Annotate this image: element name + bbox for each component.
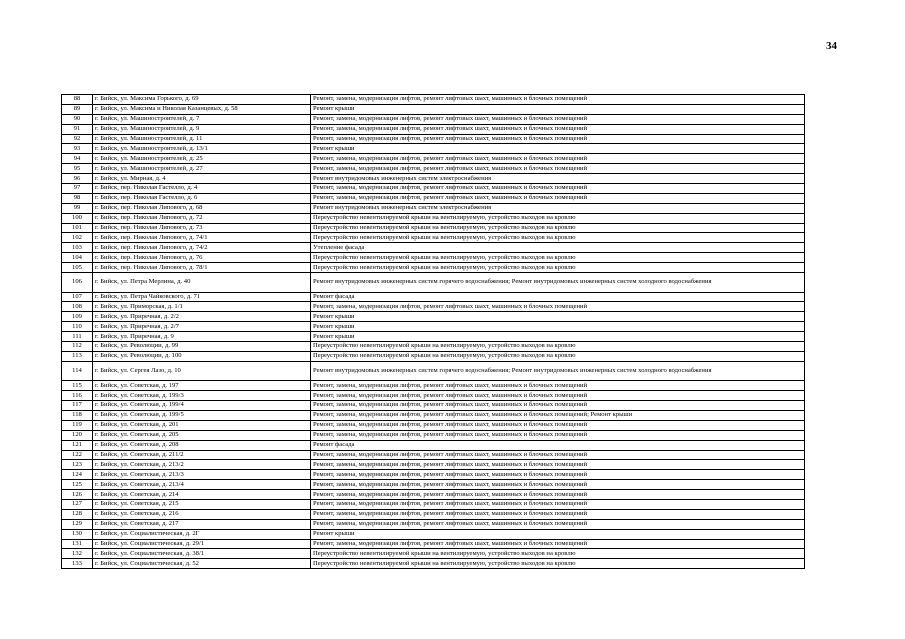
address-cell: г. Бийск, ул. Мирная, д. 4	[93, 174, 311, 184]
table-row	[62, 381, 805, 391]
row-number-cell: 129	[62, 519, 93, 529]
table-row	[62, 460, 805, 470]
address-cell: г. Бийск, ул. Советская, д. 208	[93, 440, 311, 450]
work-type-cell: Ремонт внутридомовых инженерных систем электроснабжения	[311, 203, 805, 213]
row-number-cell: 95	[62, 164, 93, 174]
address-cell: г. Бийск, ул. Машиностроителей, д. 27	[93, 164, 311, 174]
row-number-cell: 132	[62, 549, 93, 559]
work-type-cell: Переустройство невентилируемой крыши на вентилируемую, устройство выходов на кровлю	[311, 549, 805, 559]
work-type-cell: Ремонт, замена, модернизация лифтов, ремонт лифтовых шахт, машинных и блочных помещений	[311, 154, 805, 164]
work-type-cell: Ремонт, замена, модернизация лифтов, ремонт лифтовых шахт, машинных и блочных помещений	[311, 381, 805, 391]
row-number-cell: 119	[62, 420, 93, 430]
row-number-cell: 90	[62, 114, 93, 124]
table-row	[62, 193, 805, 203]
row-number-cell: 106	[62, 273, 93, 293]
row-number-cell: 89	[62, 104, 93, 114]
row-number-cell: 133	[62, 559, 93, 569]
table-row	[62, 292, 805, 302]
table-row	[62, 253, 805, 263]
work-type-cell: Ремонт, замена, модернизация лифтов, ремонт лифтовых шахт, машинных и блочных помещений; Ремонт крыши	[311, 410, 805, 420]
address-cell: г. Бийск, пер. Николая Липового, д. 76	[93, 253, 311, 263]
row-number-cell: 117	[62, 401, 93, 411]
work-type-cell: Переустройство невентилируемой крыши на вентилируемую, устройство выходов на кровлю	[311, 223, 805, 233]
table-row	[62, 361, 805, 381]
work-type-cell: Ремонт, замена, модернизация лифтов, ремонт лифтовых шахт, машинных и блочных помещений	[311, 193, 805, 203]
table-row	[62, 332, 805, 342]
address-cell: г. Бийск, ул. Советская, д. 199/4	[93, 401, 311, 411]
row-number-cell: 108	[62, 302, 93, 312]
address-cell: г. Бийск, ул. Советская, д. 199/5	[93, 410, 311, 420]
work-type-cell: Ремонт, замена, модернизация лифтов, ремонт лифтовых шахт, машинных и блочных помещений	[311, 391, 805, 401]
table-row	[62, 440, 805, 450]
table-row	[62, 450, 805, 460]
row-number-cell: 88	[62, 95, 93, 105]
address-cell: г. Бийск, ул. Приречная, д. 9	[93, 332, 311, 342]
address-cell: г. Бийск, ул. Петра Мерлина, д. 40	[93, 273, 311, 293]
address-cell: г. Бийск, ул. Социалистическая, д. 52	[93, 559, 311, 569]
table-row	[62, 312, 805, 322]
work-type-cell: Ремонт, замена, модернизация лифтов, ремонт лифтовых шахт, машинных и блочных помещений	[311, 509, 805, 519]
work-type-cell: Ремонт крыши	[311, 332, 805, 342]
address-cell: г. Бийск, пер. Николая Липового, д. 78/1	[93, 263, 311, 273]
work-type-cell: Ремонт, замена, модернизация лифтов, ремонт лифтовых шахт, машинных и блочных помещений	[311, 184, 805, 194]
work-type-cell: Переустройство невентилируемой крыши на вентилируемую, устройство выходов на кровлю	[311, 253, 805, 263]
table-row	[62, 302, 805, 312]
table-row	[62, 164, 805, 174]
row-number-cell: 127	[62, 499, 93, 509]
row-number-cell: 105	[62, 263, 93, 273]
table-row	[62, 134, 805, 144]
work-type-cell: Ремонт, замена, модернизация лифтов, ремонт лифтовых шахт, машинных и блочных помещений	[311, 519, 805, 529]
work-type-cell: Ремонт, замена, модернизация лифтов, ремонт лифтовых шахт, машинных и блочных помещений	[311, 164, 805, 174]
row-number-cell: 121	[62, 440, 93, 450]
address-cell: г. Бийск, ул. Машиностроителей, д. 25	[93, 154, 311, 164]
work-type-cell: Ремонт фасада	[311, 440, 805, 450]
row-number-cell: 115	[62, 381, 93, 391]
row-number-cell: 92	[62, 134, 93, 144]
row-number-cell: 110	[62, 322, 93, 332]
address-cell: г. Бийск, ул. Советская, д. 213/2	[93, 460, 311, 470]
address-cell: г. Бийск, ул. Советская, д. 215	[93, 499, 311, 509]
address-cell: г. Бийск, ул. Советская, д. 213/4	[93, 480, 311, 490]
work-type-cell: Ремонт, замена, модернизация лифтов, ремонт лифтовых шахт, машинных и блочных помещений	[311, 114, 805, 124]
row-number-cell: 97	[62, 184, 93, 194]
row-number-cell: 113	[62, 351, 93, 361]
row-number-cell: 93	[62, 144, 93, 154]
address-cell: г. Бийск, ул. Советская, д. 216	[93, 509, 311, 519]
work-type-cell: Ремонт крыши	[311, 104, 805, 114]
row-number-cell: 116	[62, 391, 93, 401]
table-row	[62, 499, 805, 509]
table-row	[62, 470, 805, 480]
work-type-cell: Ремонт крыши	[311, 312, 805, 322]
address-cell: г. Бийск, пер. Николая Липового, д. 74/2	[93, 243, 311, 253]
table-row	[62, 420, 805, 430]
address-cell: г. Бийск, пер. Николая Липового, д. 73	[93, 223, 311, 233]
address-cell: г. Бийск, ул. Приречная, д. 2/2	[93, 312, 311, 322]
work-type-cell: Ремонт, замена, модернизация лифтов, ремонт лифтовых шахт, машинных и блочных помещений	[311, 480, 805, 490]
table-row	[62, 529, 805, 539]
row-number-cell: 101	[62, 223, 93, 233]
row-number-cell: 91	[62, 124, 93, 134]
table-row	[62, 104, 805, 114]
table-row	[62, 213, 805, 223]
table-row	[62, 391, 805, 401]
address-cell: г. Бийск, ул. Социалистическая, д. 29/1	[93, 539, 311, 549]
table-row	[62, 341, 805, 351]
address-cell: г. Бийск, ул. Приречная, д. 2/7	[93, 322, 311, 332]
row-number-cell: 112	[62, 341, 93, 351]
address-cell: г. Бийск, ул. Революции, д. 99	[93, 341, 311, 351]
work-type-cell: Ремонт, замена, модернизация лифтов, ремонт лифтовых шахт, машинных и блочных помещений	[311, 420, 805, 430]
row-number-cell: 104	[62, 253, 93, 263]
row-number-cell: 107	[62, 292, 93, 302]
address-cell: г. Бийск, пер. Николая Липового, д. 72	[93, 213, 311, 223]
repair-table-container	[61, 94, 805, 569]
row-number-cell: 114	[62, 361, 93, 381]
address-cell: г. Бийск, ул. Советская, д. 201	[93, 420, 311, 430]
row-number-cell: 109	[62, 312, 93, 322]
work-type-cell: Переустройство невентилируемой крыши на вентилируемую, устройство выходов на кровлю	[311, 263, 805, 273]
address-cell: г. Бийск, ул. Советская, д. 214	[93, 490, 311, 500]
work-type-cell: Ремонт, замена, модернизация лифтов, ремонт лифтовых шахт, машинных и блочных помещений	[311, 470, 805, 480]
row-number-cell: 123	[62, 460, 93, 470]
work-type-cell: Ремонт, замена, модернизация лифтов, ремонт лифтовых шахт, машинных и блочных помещений	[311, 490, 805, 500]
address-cell: г. Бийск, ул. Советская, д. 205	[93, 430, 311, 440]
row-number-cell: 100	[62, 213, 93, 223]
table-row	[62, 351, 805, 361]
work-type-cell: Ремонт крыши	[311, 529, 805, 539]
table-row	[62, 322, 805, 332]
table-row	[62, 401, 805, 411]
table-row	[62, 203, 805, 213]
row-number-cell: 98	[62, 193, 93, 203]
table-row	[62, 243, 805, 253]
work-type-cell: Переустройство невентилируемой крыши на вентилируемую, устройство выходов на кровлю	[311, 351, 805, 361]
row-number-cell: 130	[62, 529, 93, 539]
work-type-cell: Ремонт, замена, модернизация лифтов, ремонт лифтовых шахт, машинных и блочных помещений	[311, 401, 805, 411]
row-number-cell: 94	[62, 154, 93, 164]
row-number-cell: 128	[62, 509, 93, 519]
work-type-cell: Ремонт внутридомовых инженерных систем горячего водоснабжения; Ремонт внутридомовых инженерных систем холодного водоснабжения	[311, 273, 805, 293]
work-type-cell: Ремонт крыши	[311, 144, 805, 154]
address-cell: г. Бийск, ул. Машиностроителей, д. 9	[93, 124, 311, 134]
row-number-cell: 131	[62, 539, 93, 549]
table-row	[62, 273, 805, 293]
address-cell: г. Бийск, ул. Советская, д. 217	[93, 519, 311, 529]
row-number-cell: 99	[62, 203, 93, 213]
address-cell: г. Бийск, ул. Советская, д. 199/3	[93, 391, 311, 401]
row-number-cell: 122	[62, 450, 93, 460]
work-type-cell: Ремонт, замена, модернизация лифтов, ремонт лифтовых шахт, машинных и блочных помещений	[311, 302, 805, 312]
table-row	[62, 490, 805, 500]
table-row	[62, 519, 805, 529]
work-type-cell: Ремонт, замена, модернизация лифтов, ремонт лифтовых шахт, машинных и блочных помещений	[311, 460, 805, 470]
table-row	[62, 410, 805, 420]
work-type-cell: Ремонт внутридомовых инженерных систем электроснабжения	[311, 174, 805, 184]
table-row	[62, 480, 805, 490]
work-type-cell: Ремонт, замена, модернизация лифтов, ремонт лифтовых шахт, машинных и блочных помещений	[311, 539, 805, 549]
address-cell: г. Бийск, ул. Машиностроителей, д. 11	[93, 134, 311, 144]
work-type-cell: Переустройство невентилируемой крыши на вентилируемую, устройство выходов на кровлю	[311, 341, 805, 351]
work-type-cell: Ремонт фасада	[311, 292, 805, 302]
table-row	[62, 549, 805, 559]
table-row	[62, 233, 805, 243]
table-row	[62, 95, 805, 105]
address-cell: г. Бийск, ул. Советская, д. 211/2	[93, 450, 311, 460]
address-cell: г. Бийск, ул. Максима и Николая Казанцевых, д. 58	[93, 104, 311, 114]
page-number: 34	[826, 40, 837, 52]
work-type-cell: Ремонт крыши	[311, 322, 805, 332]
address-cell: г. Бийск, ул. Революции, д. 100	[93, 351, 311, 361]
work-type-cell: Ремонт, замена, модернизация лифтов, ремонт лифтовых шахт, машинных и блочных помещений	[311, 450, 805, 460]
work-type-cell: Ремонт, замена, модернизация лифтов, ремонт лифтовых шахт, машинных и блочных помещений	[311, 124, 805, 134]
repair-table	[61, 94, 805, 569]
work-type-cell: Ремонт, замена, модернизация лифтов, ремонт лифтовых шахт, машинных и блочных помещений	[311, 134, 805, 144]
work-type-cell: Ремонт внутридомовых инженерных систем горячего водоснабжения; Ремонт внутридомовых инженерных систем холодного водоснабжения	[311, 361, 805, 381]
row-number-cell: 125	[62, 480, 93, 490]
address-cell: г. Бийск, ул. Машиностроителей, д. 7	[93, 114, 311, 124]
work-type-cell: Ремонт, замена, модернизация лифтов, ремонт лифтовых шахт, машинных и блочных помещений	[311, 95, 805, 105]
address-cell: г. Бийск, ул. Сергея Лазо, д. 10	[93, 361, 311, 381]
work-type-cell: Переустройство невентилируемой крыши на вентилируемую, устройство выходов на кровлю	[311, 559, 805, 569]
address-cell: г. Бийск, ул. Максима Горького, д. 69	[93, 95, 311, 105]
table-row	[62, 124, 805, 134]
row-number-cell: 102	[62, 233, 93, 243]
address-cell: г. Бийск, ул. Советская, д. 213/3	[93, 470, 311, 480]
address-cell: г. Бийск, ул. Социалистическая, д. 38/1	[93, 549, 311, 559]
table-row	[62, 144, 805, 154]
work-type-cell: Ремонт, замена, модернизация лифтов, ремонт лифтовых шахт, машинных и блочных помещений	[311, 430, 805, 440]
address-cell: г. Бийск, пер. Николая Гастелло, д. 6	[93, 193, 311, 203]
table-row	[62, 539, 805, 549]
row-number-cell: 120	[62, 430, 93, 440]
table-row	[62, 174, 805, 184]
table-row	[62, 430, 805, 440]
address-cell: г. Бийск, ул. Машиностроителей, д. 13/1	[93, 144, 311, 154]
table-row	[62, 114, 805, 124]
row-number-cell: 126	[62, 490, 93, 500]
row-number-cell: 124	[62, 470, 93, 480]
work-type-cell: Утепление фасада	[311, 243, 805, 253]
repair-table-body	[62, 95, 805, 569]
table-row	[62, 223, 805, 233]
address-cell: г. Бийск, ул. Петра Чайковского, д. 71	[93, 292, 311, 302]
row-number-cell: 118	[62, 410, 93, 420]
address-cell: г. Бийск, ул. Советская, д. 197	[93, 381, 311, 391]
row-number-cell: 111	[62, 332, 93, 342]
work-type-cell: Переустройство невентилируемой крыши на вентилируемую, устройство выходов на кровлю	[311, 213, 805, 223]
work-type-cell: Переустройство невентилируемой крыши на вентилируемую, устройство выходов на кровлю	[311, 233, 805, 243]
row-number-cell: 96	[62, 174, 93, 184]
table-row	[62, 509, 805, 519]
table-row	[62, 559, 805, 569]
table-row	[62, 184, 805, 194]
address-cell: г. Бийск, пер. Николая Гастелло, д. 4	[93, 184, 311, 194]
address-cell: г. Бийск, ул. Социалистическая, д. 2Г	[93, 529, 311, 539]
address-cell: г. Бийск, пер. Николая Липового, д. 74/1	[93, 233, 311, 243]
address-cell: г. Бийск, ул. Приморская, д. 1/1	[93, 302, 311, 312]
row-number-cell: 103	[62, 243, 93, 253]
table-row	[62, 154, 805, 164]
table-row	[62, 263, 805, 273]
work-type-cell: Ремонт, замена, модернизация лифтов, ремонт лифтовых шахт, машинных и блочных помещений	[311, 499, 805, 509]
address-cell: г. Бийск, пер. Николая Липового, д. 68	[93, 203, 311, 213]
